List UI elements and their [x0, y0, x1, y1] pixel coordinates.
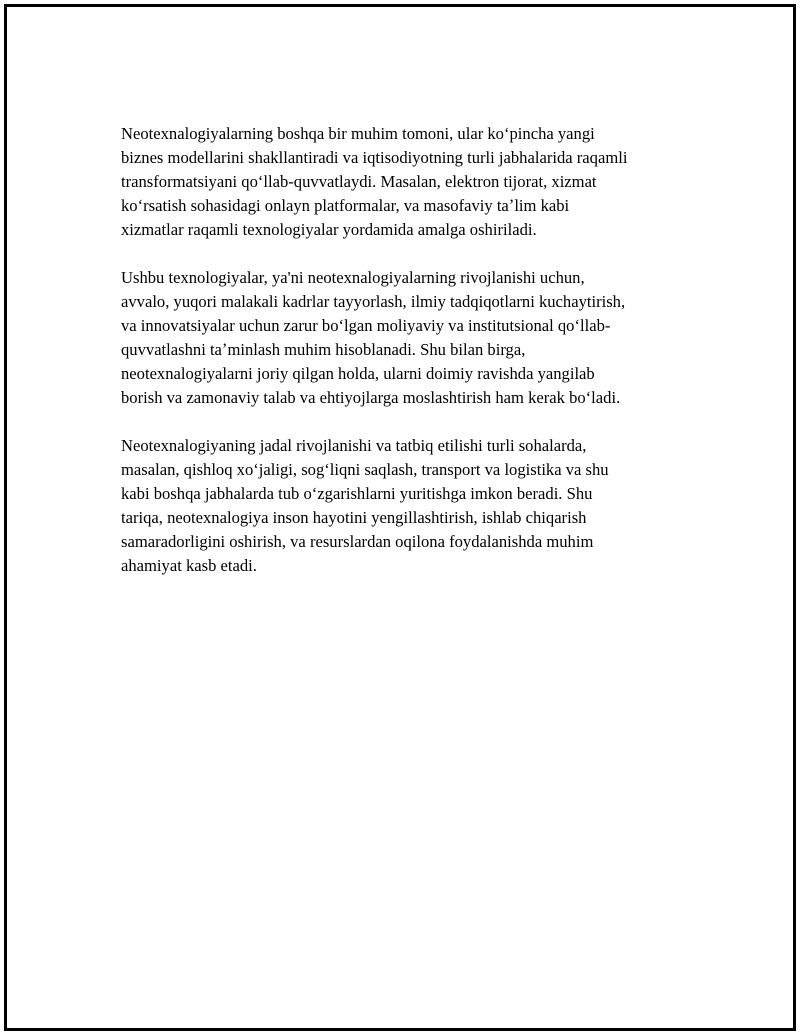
- paragraph-line: samaradorligini oshirish, va resurslardan oqilona foydalanishda muhim: [121, 532, 594, 551]
- paragraph-line: avvalo, yuqori malakali kadrlar tayyorlash, ilmiy tadqiqotlarni kuchaytirish,: [121, 292, 626, 311]
- paragraph-line: koʻrsatish sohasidagi onlayn platformalar, va masofaviy taʼlim kabi: [121, 196, 570, 215]
- paragraph-line: masalan, qishloq xoʻjaligi, sogʻliqni saqlash, transport va logistika va shu: [121, 460, 609, 479]
- paragraph-line: neotexnalogiyalarni joriy qilgan holda, ularni doimiy ravishda yangilab: [121, 364, 595, 383]
- paragraph-line: va innovatsiyalar uchun zarur boʻlgan moliyaviy va institutsional qoʻllab-: [121, 316, 611, 335]
- paragraph-line: transformatsiyani qoʻllab-quvvatlaydi. Masalan, elektron tijorat, xizmat: [121, 172, 597, 191]
- document-body: [121, 122, 677, 602]
- paragraph-line: kabi boshqa jabhalarda tub oʻzgarishlarni yuritishga imkon beradi. Shu: [121, 484, 593, 503]
- paragraph-line: biznes modellarini shakllantiradi va iqtisodiyotning turli jabhalarida raqamli: [121, 148, 628, 167]
- paragraph-line: Neotexnalogiyalarning boshqa bir muhim tomoni, ular koʻpincha yangi: [121, 124, 595, 143]
- paragraph-1: [121, 122, 677, 242]
- paragraph-line: Neotexnalogiyaning jadal rivojlanishi va tatbiq etilishi turli sohalarda,: [121, 436, 587, 455]
- paragraph-line: borish va zamonaviy talab va ehtiyojlarga moslashtirish ham kerak boʻladi.: [121, 388, 621, 407]
- paragraph-line: tariqa, neotexnalogiya inson hayotini yengillashtirish, ishlab chiqarish: [121, 508, 587, 527]
- page-frame: [4, 4, 796, 1031]
- paragraph-line: Ushbu texnologiyalar, ya'ni neotexnalogiyalarning rivojlanishi uchun,: [121, 268, 585, 287]
- paragraph-line: xizmatlar raqamli texnologiyalar yordamida amalga oshiriladi.: [121, 220, 537, 239]
- paragraph-3: [121, 434, 677, 578]
- paragraph-line: quvvatlashni taʼminlash muhim hisoblanadi. Shu bilan birga,: [121, 340, 526, 359]
- paragraph-line: ahamiyat kasb etadi.: [121, 556, 257, 575]
- paragraph-2: [121, 266, 677, 410]
